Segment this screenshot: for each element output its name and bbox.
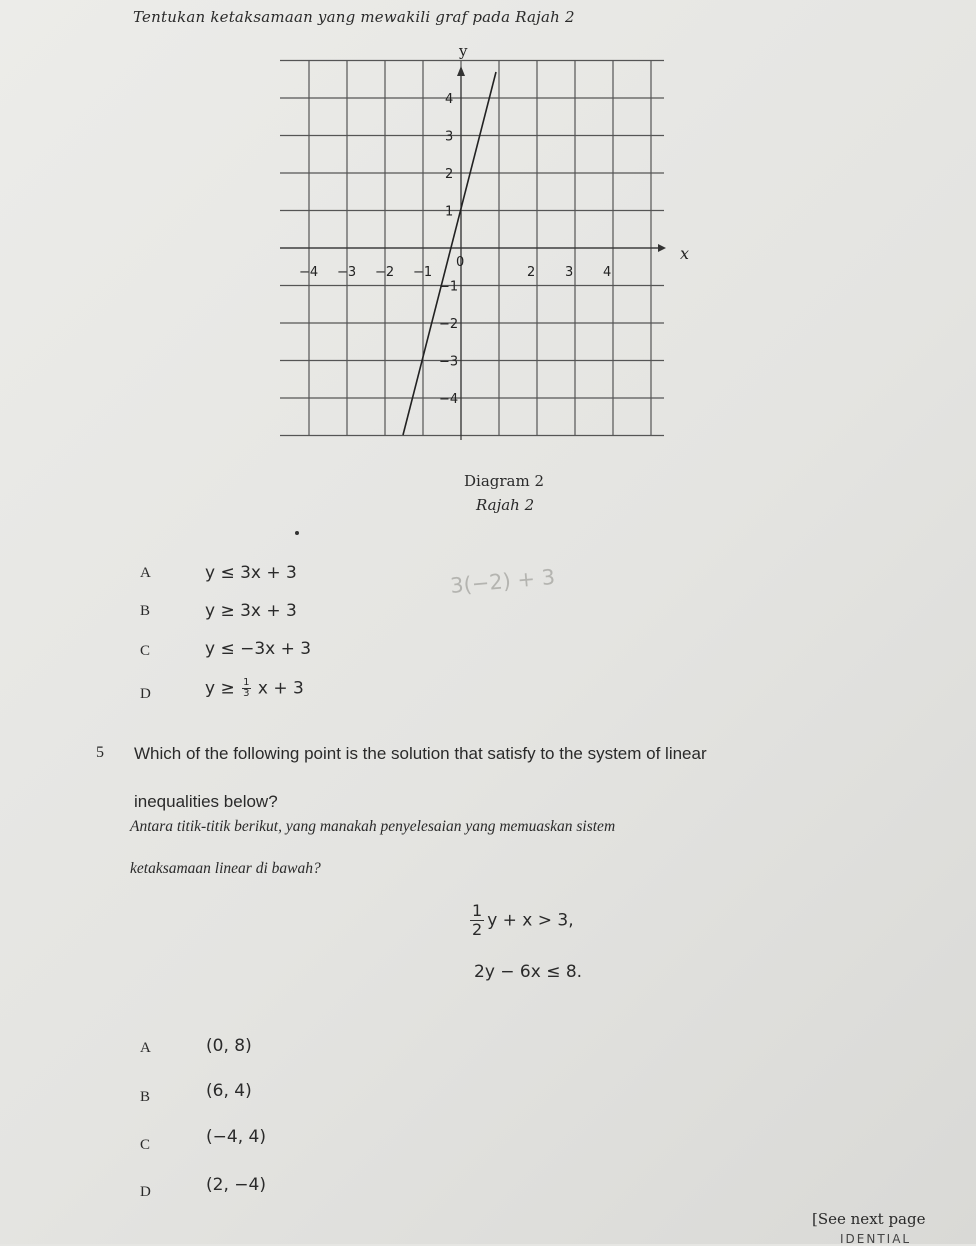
fraction-denominator: 3: [243, 688, 250, 699]
q5-option-b-value: (6, 4): [206, 1081, 252, 1101]
q4-option-c-letter: C: [140, 643, 151, 659]
q5-option-a-value: (0, 8): [206, 1036, 252, 1056]
y-tick-label: 1: [445, 204, 454, 220]
y-tick-label: −2: [439, 317, 459, 332]
inequality-1: [470, 902, 574, 939]
diagram-caption-en: Diagram 2: [464, 472, 545, 490]
axis-label-x: x: [680, 244, 690, 263]
x-axis-arrow-icon: [658, 244, 666, 252]
q4-option-d-expr: [205, 678, 304, 699]
q5-option-c-letter: C: [140, 1137, 151, 1153]
inequality-1-rest: y + x > 3,: [487, 910, 574, 931]
y-tick-label: −4: [439, 392, 459, 407]
fraction-numerator: 1: [243, 677, 250, 688]
q4-option-a-letter: A: [140, 565, 151, 581]
x-tick-label: −3: [337, 265, 357, 280]
x-axis: [280, 244, 666, 252]
inequality-2: 2y − 6x ≤ 8.: [474, 962, 583, 982]
x-tick-label: −2: [375, 265, 395, 280]
q4-option-b-expr: y ≥ 3x + 3: [205, 601, 297, 621]
q4-option-d-rhs: x + 3: [257, 678, 304, 699]
question-5-text-en-line1: Which of the following point is the solution that satisfy to the system of linear: [134, 744, 707, 763]
x-tick-label: 4: [603, 265, 612, 280]
pencil-scribble-text: 3(−2) + 3: [449, 564, 556, 599]
question-5-text-en-line2: inequalities below?: [134, 792, 278, 811]
y-tick-label: −1: [439, 279, 459, 295]
q4-option-d-letter: D: [140, 686, 151, 702]
axis-label-y: y: [459, 42, 468, 60]
y-tick-label: 2: [445, 167, 454, 182]
see-next-page: [See next page: [812, 1210, 926, 1228]
boundary-line: [403, 72, 496, 435]
fraction-numerator: 1: [472, 901, 483, 920]
diagram-caption-ms: Rajah 2: [476, 496, 535, 514]
diagram-2-graph: [270, 40, 690, 455]
q5-option-b-letter: B: [140, 1089, 151, 1105]
q4-option-d-lhs: y ≥: [205, 678, 235, 699]
q5-option-d-letter: D: [140, 1184, 151, 1200]
q4-option-d-fraction: [242, 678, 250, 699]
q5-option-a-letter: A: [140, 1040, 151, 1056]
graph-instruction: Tentukan ketaksamaan yang mewakili graf pada Rajah 2: [133, 8, 575, 26]
q4-option-c-expr: y ≤ −3x + 3: [205, 639, 312, 659]
x-tick-label: 3: [565, 265, 574, 280]
stray-dot: [295, 531, 299, 535]
origin-label: 0: [456, 255, 465, 270]
q4-option-a-expr: y ≤ 3x + 3: [205, 563, 297, 583]
y-tick-labels: [439, 92, 458, 407]
x-tick-label: −4: [299, 265, 319, 280]
y-tick-label: 3: [445, 129, 454, 145]
y-axis-arrow-icon: [457, 66, 465, 76]
q4-option-b-letter: B: [140, 603, 151, 619]
question-5-number: 5: [96, 744, 104, 761]
y-tick-label: 4: [445, 92, 454, 107]
q5-option-c-value: (−4, 4): [206, 1127, 266, 1147]
pencil-scribble: [448, 556, 588, 604]
q5-option-d-value: (2, −4): [206, 1175, 266, 1195]
question-5-text-ms-line1: Antara titik-titik berikut, yang manakah penyelesaian yang memuaskan sistem: [130, 818, 616, 835]
x-tick-label: −1: [413, 265, 433, 280]
fraction-denominator: 2: [472, 920, 483, 939]
y-tick-label: −3: [439, 354, 459, 370]
question-5-text-ms-line2: ketaksamaan linear di bawah?: [130, 860, 321, 877]
footer-cut-text: IDENTIAL: [840, 1232, 912, 1246]
inequality-1-fraction: [470, 902, 484, 939]
x-tick-label: 2: [527, 265, 536, 280]
y-axis: [457, 66, 465, 440]
